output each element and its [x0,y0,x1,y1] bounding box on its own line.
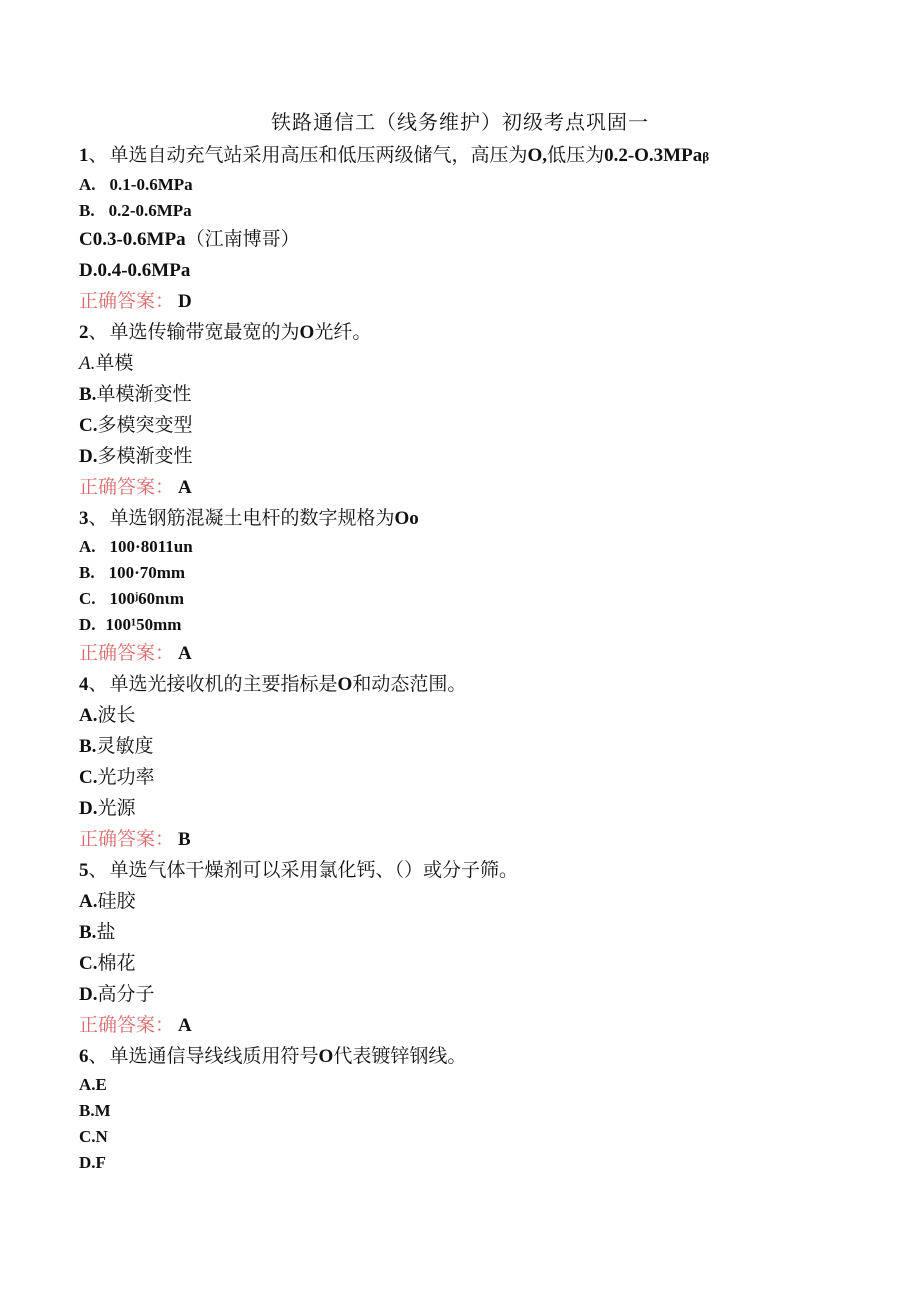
option-value: 0.4-0.6MPa [97,260,191,281]
question-5-stem [79,855,879,886]
option-value: 盐 [96,921,116,943]
question-text-mark: β [702,149,710,164]
option-letter: B. [79,922,97,943]
question-blank: O [299,322,315,343]
question-text: 单选钢筋混凝土电杆的数字规格为 [109,507,395,529]
option-a [79,348,879,379]
question-blank: O, [527,145,548,166]
option-value: 多模渐变性 [97,445,193,467]
option-value: 棉花 [97,952,136,974]
answer-value: D [178,291,192,312]
question-separator: 、 [88,507,108,529]
option-a [79,172,879,198]
option-a [79,534,879,560]
option-d [79,612,879,638]
option-value: 100ʲ60nιm [109,589,184,608]
question-2-stem [79,317,879,348]
answer-label: 正确答案： [79,1014,175,1036]
answer-value: A [178,1015,192,1036]
question-number: 1 [79,145,89,166]
question-separator: 、 [88,321,108,343]
question-number: 6 [79,1046,89,1067]
option-letter: B. [79,563,95,582]
question-number: 3 [79,508,89,529]
option-b [79,379,879,410]
question-6-stem [79,1041,879,1072]
option-letter: C. [79,415,98,436]
option-b [79,917,879,948]
question-separator: 、 [88,1045,108,1067]
option-value: 100·70mm [108,563,186,582]
option-value: 光功率 [97,766,155,788]
question-text: 单选自动充气站采用高压和低压两级储气，高压为 [109,144,528,166]
option-letter: B. [79,201,95,220]
option-value: 光源 [97,797,136,819]
option-value: M [94,1101,111,1120]
option-letter: D. [79,984,98,1005]
option-letter: A. [79,705,98,726]
answer-label: 正确答案： [79,476,175,498]
option-b [79,731,879,762]
question-blank: O [337,674,353,695]
option-d [79,441,879,472]
question-text: 低压为 [547,144,605,166]
question-number: 2 [79,322,89,343]
option-a [79,1072,879,1098]
option-b [79,560,879,586]
correct-answer [79,1010,879,1041]
answer-label: 正确答案： [79,828,175,850]
option-d [79,979,879,1010]
question-text-value: 0.2-O.3MPa [604,145,703,166]
option-extra: （江南博哥） [185,228,300,250]
option-letter: B. [79,1101,95,1120]
option-c [79,948,879,979]
option-b [79,1098,879,1124]
document-title: 铁路通信工（线务维护）初级考点巩固一 [271,110,649,134]
correct-answer [79,472,879,503]
option-value: 硅胶 [97,890,136,912]
question-6 [79,1041,879,1176]
question-number: 4 [79,674,89,695]
option-value: 灵敏度 [96,735,154,757]
option-value: 100¹50mm [105,615,182,634]
option-value: 多模突变型 [97,414,193,436]
option-letter: A. [79,353,96,374]
answer-label: 正确答案： [79,642,175,664]
question-separator: 、 [88,859,108,881]
option-value: 100·8011un [109,537,193,556]
option-value: 单模渐变性 [96,383,192,405]
question-text: 单选通信导线线质用符号 [109,1045,319,1067]
question-text: 单选传输带宽最宽的为 [109,321,300,343]
answer-value: A [178,643,192,664]
question-list [79,140,879,1176]
option-letter: C. [79,1127,96,1146]
question-text: 光纤。 [314,321,372,343]
correct-answer [79,286,879,317]
option-letter: C. [79,589,96,608]
question-4-stem [79,669,879,700]
question-3-stem [79,503,879,534]
option-letter: D. [79,446,98,467]
option-letter: B. [79,736,97,757]
question-1-stem [79,140,719,172]
option-letter: A. [79,891,98,912]
question-text: 代表镀锌钢线。 [333,1045,467,1067]
answer-value: B [178,829,191,850]
option-value: 0.3-0.6MPa [92,229,186,250]
question-text: 和动态范围。 [352,673,467,695]
option-value: E [95,1075,107,1094]
answer-label: 正确答案： [79,290,175,312]
option-d [79,1150,879,1176]
question-blank: O [318,1046,334,1067]
question-number: 5 [79,860,89,881]
answer-value: A [178,477,192,498]
option-letter: D. [79,615,96,634]
question-separator: 、 [88,673,108,695]
question-5 [79,855,879,1041]
option-d [79,255,879,286]
option-value: 波长 [97,704,136,726]
option-a [79,700,879,731]
question-separator: 、 [88,144,108,166]
question-text: 单选气体干燥剂可以采用氯化钙、（）或分子筛。 [109,859,519,881]
option-letter: D. [79,260,98,281]
question-3 [79,503,879,669]
option-b [79,198,879,224]
question-1 [79,140,879,317]
option-a [79,886,879,917]
option-letter: D. [79,798,98,819]
question-4 [79,669,879,855]
option-value: N [95,1127,108,1146]
option-letter: C. [79,767,98,788]
option-letter: D. [79,1153,96,1172]
option-d [79,793,879,824]
option-c [79,410,879,441]
question-text: 单选光接收机的主要指标是 [109,673,338,695]
option-value: 单模 [95,352,134,374]
option-c [79,762,879,793]
option-value: 高分子 [97,983,155,1005]
option-letter: A. [79,537,96,556]
option-value: 0.2-0.6MPa [108,201,192,220]
correct-answer [79,638,879,669]
option-c [79,586,879,612]
option-c [79,1124,879,1150]
option-letter: A. [79,175,96,194]
option-letter: A. [79,1075,96,1094]
option-value: F [95,1153,106,1172]
option-letter: C. [79,953,98,974]
option-letter: B. [79,384,97,405]
correct-answer [79,824,879,855]
question-2 [79,317,879,503]
option-c [79,224,879,255]
question-blank: Oo [394,508,419,529]
option-letter: C [79,229,93,250]
option-value: 0.1-0.6MPa [109,175,193,194]
